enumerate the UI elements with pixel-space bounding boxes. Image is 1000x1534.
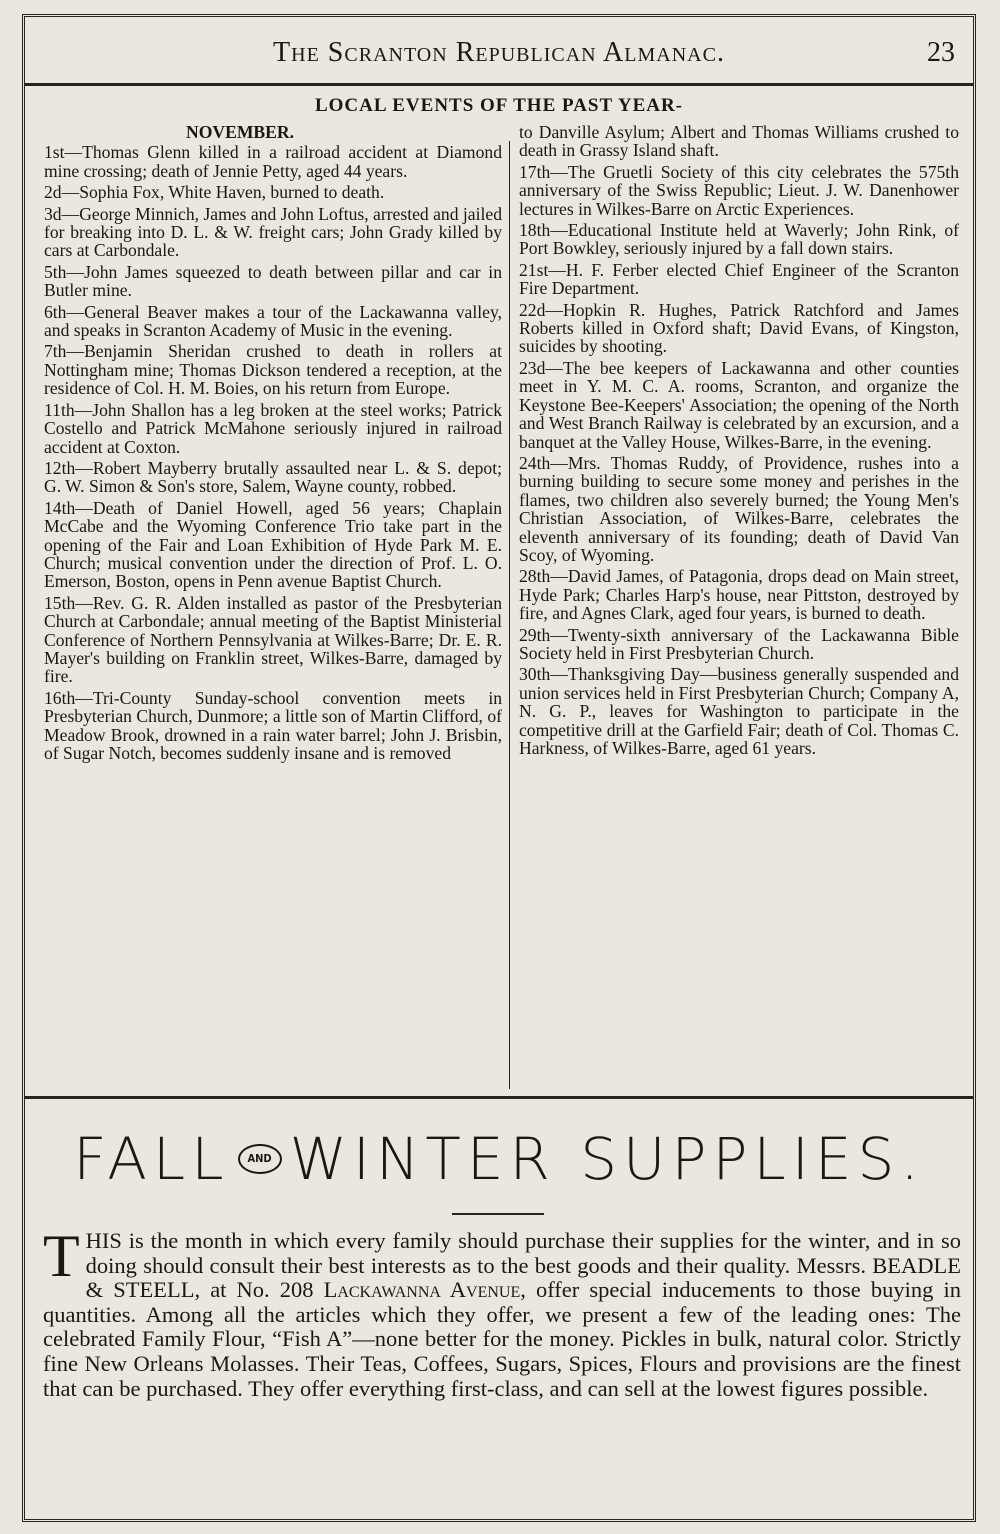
event-entry: 28th—David James, of Patagonia, drops dead on Main street, Hyde Park; Charles Harp's house, near Pittston, destroyed by fire, and Agnes Clark, aged four years, is burned to death. (519, 566, 959, 624)
event-entry: 14th—Death of Daniel Howell, aged 56 years; Chaplain McCabe and the Wyoming Conference Trio take part in the opening of the Fair and Loan Exhibition of Hyde Park M. E. Church; musical convention under the direction of Prof. L. O. Emerson, Boston, opens in Penn avenue Baptist Church. (44, 497, 502, 592)
section-title: LOCAL EVENTS OF THE PAST YEAR- (314, 95, 684, 116)
section-separator (25, 1096, 973, 1102)
event-entry: 23d—The bee keepers of Lackawanna and other counties meet in Y. M. C. A. rooms, Scranton, and organize the Keystone Bee-Keepers' Association; the opening of the North and West Branch Railway is celebrated by an excursion, and a banquet at the Valley House, Wilkes-Barre, in the evening. (519, 357, 959, 452)
event-entry: 15th—Rev. G. R. Alden installed as pastor of the Presbyterian Church at Carbondale; annual meeting of the Baptist Ministerial Conference of Northern Pennsylvania at Wilkes-Barre; Dr. E. R. Mayer's building on Franklin street, Wilkes-Barre, damaged by fire. (44, 592, 502, 687)
ad-headline-winter: WINTER SUPPLIES. (289, 1125, 925, 1193)
almanac-title: The Scranton Republican Almanac. (273, 37, 725, 68)
ad-rule (452, 1213, 544, 1215)
event-entry: 6th—General Beaver makes a tour of the Lackawanna valley, and speaks in Scranton Academy of Music in the evening. (44, 301, 502, 341)
ad-headline (25, 1125, 973, 1193)
event-entry: 29th—Twenty-sixth anniversary of the Lackawanna Bible Society held in First Presbyterian Church. (519, 624, 959, 663)
column-divider (509, 141, 510, 1089)
left-column (44, 123, 502, 765)
event-entry: 5th—John James squeezed to death between pillar and car in Butler mine. (44, 261, 502, 301)
ad-body (43, 1223, 961, 1401)
event-entry: 11th—John Shallon has a leg broken at the steel works; Patrick Costello and Patrick McMahone seriously injured in railroad accident at Coxton. (44, 399, 502, 457)
event-entry: 22d—Hopkin R. Hughes, Patrick Ratchford and James Roberts killed in Oxford shaft; David Evans, of Kingston, suicides by shooting. (519, 299, 959, 357)
event-entry: 1st—Thomas Glenn killed in a railroad accident at Diamond mine crossing; death of Jennie Petty, aged 44 years. (44, 142, 502, 181)
ad-body-part1: HIS is the month in which every family should purchase their supplies for the winter, and in so doing should consult their best interests as to the best goods and their quality. Messrs. BEADLE & STEELL, at No. 208 (85, 1228, 961, 1303)
month-heading: NOVEMBER. (186, 122, 295, 142)
event-entry: 3d—George Minnich, James and John Loftus, arrested and jailed for breaking into D. L. & W. freight cars; John Grady killed by cars at Carbondale. (44, 203, 502, 261)
right-column (519, 123, 959, 760)
event-entry: 17th—The Gruetli Society of this city celebrates the 575th anniversary of the Swiss Republic; Lieut. J. W. Danenhower lectures in Wilkes-Barre on Arctic Experiences. (519, 161, 959, 219)
ad-headline-and: AND (238, 1144, 282, 1174)
event-entry: 30th—Thanksgiving Day—business generally suspended and union services held in First Presbyterian Church; Company A, N. G. P., leaves for Washington to participate in the competitive drill at the Garfield Fair; death of Col. Thomas C. Harkness, of Wilkes-Barre, aged 61 years. (519, 664, 959, 758)
event-entry: 12th—Robert Mayberry brutally assaulted near L. & S. depot; G. W. Simon & Son's store, Salem, Wayne county, robbed. (44, 457, 502, 497)
page-number: 23 (927, 37, 955, 68)
ad-headline-fall: FALL (73, 1125, 230, 1193)
event-entry: 7th—Benjamin Sheridan crushed to death in rollers at Nottingham mine; Thomas Dickson tendered a reception, at the residence of Col. H. M. Boies, on his return from Europe. (44, 341, 502, 399)
event-entry: 2d—Sophia Fox, White Haven, burned to death. (44, 182, 385, 203)
page-header (25, 17, 973, 86)
event-entry: 18th—Educational Institute held at Waverly; John Rink, of Port Bowkley, seriously injured by a fall down stairs. (519, 220, 959, 259)
ad-body-address: Lackawanna Avenue (323, 1277, 521, 1303)
ad-dropcap: T (43, 1223, 80, 1289)
ad-body-part2: , offer special inducements to those buying in quantities. Among all the articles which they offer, we present a few of the leading ones: The celebrated Family Flour, “Fish A”—none better for the money. Pickles in bulk, natural color. Strictly fine New Orleans Molasses. Their Teas, Coffees, Sugars, Spices, Flours and provisions are the finest that can be purchased. They offer everything first-class, and can sell at the lowest figures possible. (43, 1277, 961, 1401)
event-entry: 21st—H. F. Ferber elected Chief Engineer of the Scranton Fire Department. (519, 259, 959, 299)
event-entry: 16th—Tri-County Sunday-school convention meets in Presbyterian Church, Dunmore; a little son of Martin Clifford, of Meadow Brook, drowned in a rain water barrel; John J. Brisbin, of Sugar Notch, becomes suddenly insane and is removed (44, 687, 502, 763)
almanac-page (22, 14, 976, 1522)
event-entry: to Danville Asylum; Albert and Thomas Williams crushed to death in Grassy Island shaft. (519, 122, 959, 161)
event-entry: 24th—Mrs. Thomas Ruddy, of Providence, rushes into a burning building to secure some money and perishes in the flames, two children also severely burned; the Young Men's Christian Association, of Wilkes-Barre, celebrates the eleventh anniversary of its founding; death of David Van Scoy, of Wyoming. (519, 452, 959, 565)
